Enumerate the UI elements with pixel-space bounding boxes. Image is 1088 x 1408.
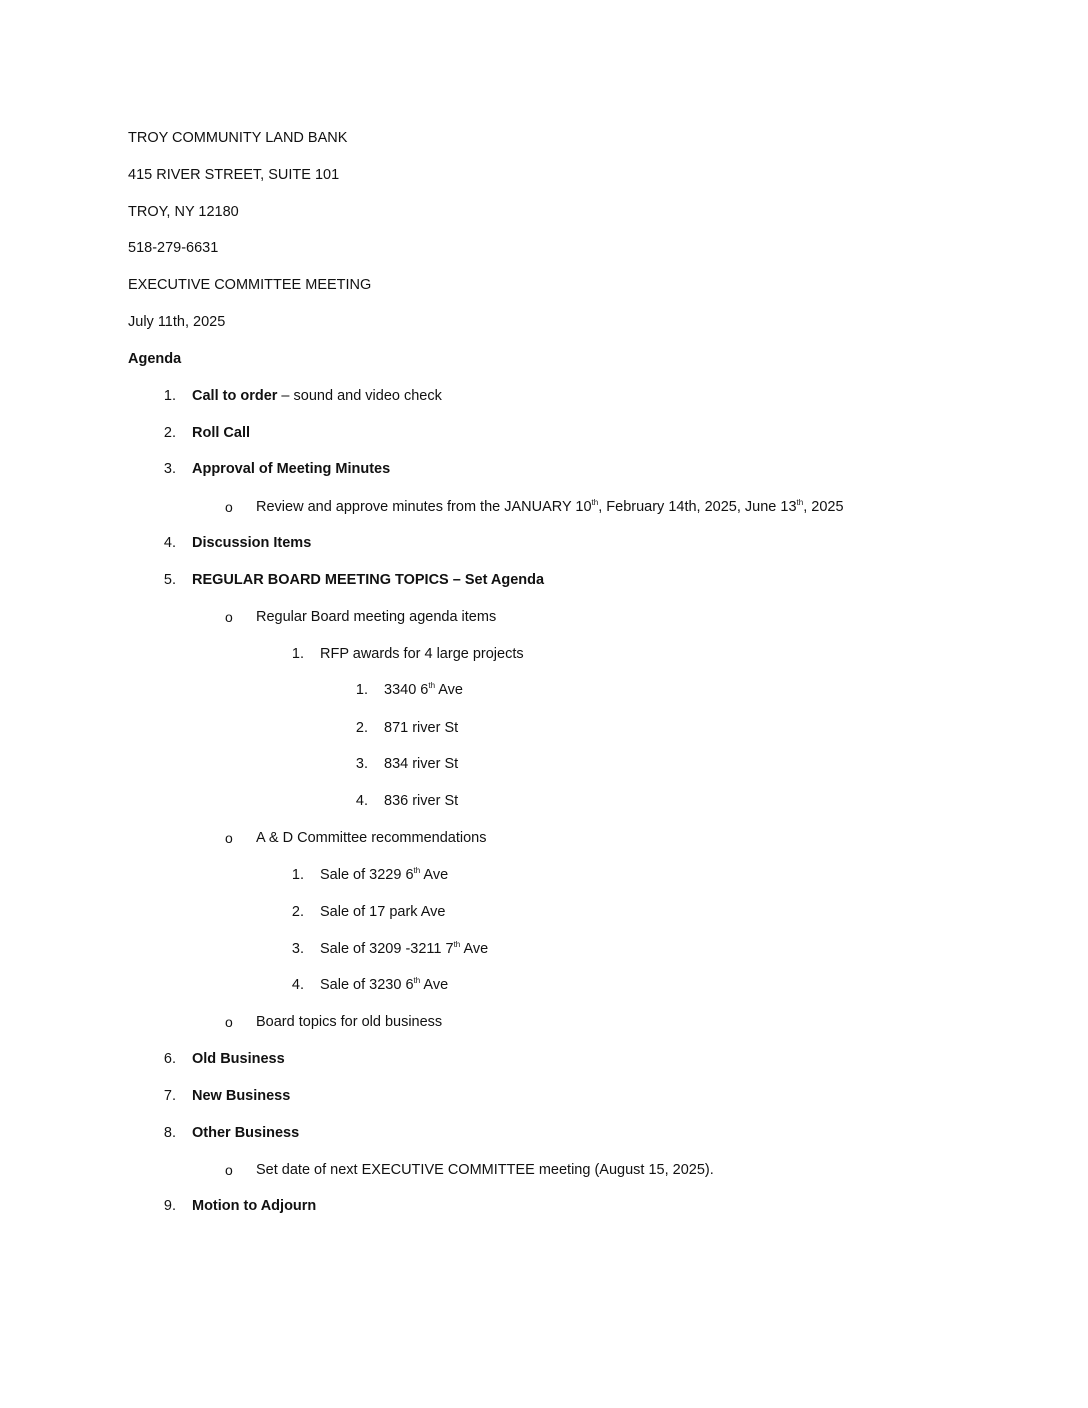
ad-sale-item: Sale of 3230 6th Ave bbox=[320, 976, 449, 993]
rfp-project: 3340 6th Ave bbox=[384, 681, 463, 698]
ad-sale-item: Sale of 3229 6th Ave bbox=[320, 866, 449, 883]
meeting-title: EXECUTIVE COMMITTEE MEETING bbox=[128, 277, 372, 293]
item-number: 1. bbox=[163, 388, 176, 404]
item-number: 4. bbox=[291, 977, 304, 993]
item-number: 1. bbox=[291, 646, 304, 662]
agenda-item-approval-minutes: Approval of Meeting Minutes bbox=[192, 461, 391, 477]
next-meeting-text: Set date of next EXECUTIVE COMMITTEE meeting (August 15, 2025). bbox=[256, 1162, 714, 1178]
address-line-1: 415 RIVER STREET, SUITE 101 bbox=[128, 167, 340, 183]
agenda-item-adjourn: Motion to Adjourn bbox=[192, 1198, 317, 1214]
item-number: 2. bbox=[355, 720, 368, 736]
address-line-2: TROY, NY 12180 bbox=[128, 204, 239, 220]
agenda-item-call-to-order: Call to order – sound and video check bbox=[192, 388, 442, 404]
item-number: 3. bbox=[163, 461, 176, 477]
item-number: 2. bbox=[163, 425, 176, 441]
agenda-item-roll-call: Roll Call bbox=[192, 425, 251, 441]
rfp-project: 871 river St bbox=[384, 720, 459, 736]
rfp-project: 836 river St bbox=[384, 793, 459, 809]
bullet-marker: o bbox=[225, 1162, 233, 1178]
ad-committee-label: A & D Committee recommendations bbox=[256, 830, 487, 846]
ad-sale-item: Sale of 17 park Ave bbox=[320, 904, 446, 920]
bullet-marker: o bbox=[225, 830, 233, 846]
item-number: 3. bbox=[355, 756, 368, 772]
item-number: 4. bbox=[355, 793, 368, 809]
regular-board-items-label: Regular Board meeting agenda items bbox=[256, 609, 497, 625]
rfp-awards-label: RFP awards for 4 large projects bbox=[320, 646, 524, 662]
item-number: 2. bbox=[291, 904, 304, 920]
org-name: TROY COMMUNITY LAND BANK bbox=[128, 130, 348, 146]
item-number: 3. bbox=[291, 941, 304, 957]
bullet-marker: o bbox=[225, 499, 233, 515]
agenda-item-discussion: Discussion Items bbox=[192, 535, 312, 551]
agenda-item-old-business: Old Business bbox=[192, 1051, 285, 1067]
agenda-item-regular-board: REGULAR BOARD MEETING TOPICS – Set Agenda bbox=[192, 572, 545, 588]
item-number: 9. bbox=[163, 1198, 176, 1214]
item-number: 1. bbox=[291, 867, 304, 883]
item-number: 7. bbox=[163, 1088, 176, 1104]
item-number: 5. bbox=[163, 572, 176, 588]
agenda-heading: Agenda bbox=[128, 351, 182, 367]
rfp-project: 834 river St bbox=[384, 756, 459, 772]
agenda-item-other-business: Other Business bbox=[192, 1125, 300, 1141]
agenda-item-new-business: New Business bbox=[192, 1088, 291, 1104]
item-number: 6. bbox=[163, 1051, 176, 1067]
minutes-review-text: Review and approve minutes from the JANUARY 10th, February 14th, 2025, June 13th, 2025 bbox=[256, 498, 844, 515]
item-number: 1. bbox=[355, 682, 368, 698]
bullet-marker: o bbox=[225, 1014, 233, 1030]
item-number: 4. bbox=[163, 535, 176, 551]
ad-sale-item: Sale of 3209 -3211 7th Ave bbox=[320, 940, 489, 957]
item-number: 8. bbox=[163, 1125, 176, 1141]
meeting-date: July 11th, 2025 bbox=[128, 314, 226, 330]
phone-number: 518-279-6631 bbox=[128, 240, 219, 256]
board-old-business-label: Board topics for old business bbox=[256, 1014, 443, 1030]
bullet-marker: o bbox=[225, 609, 233, 625]
